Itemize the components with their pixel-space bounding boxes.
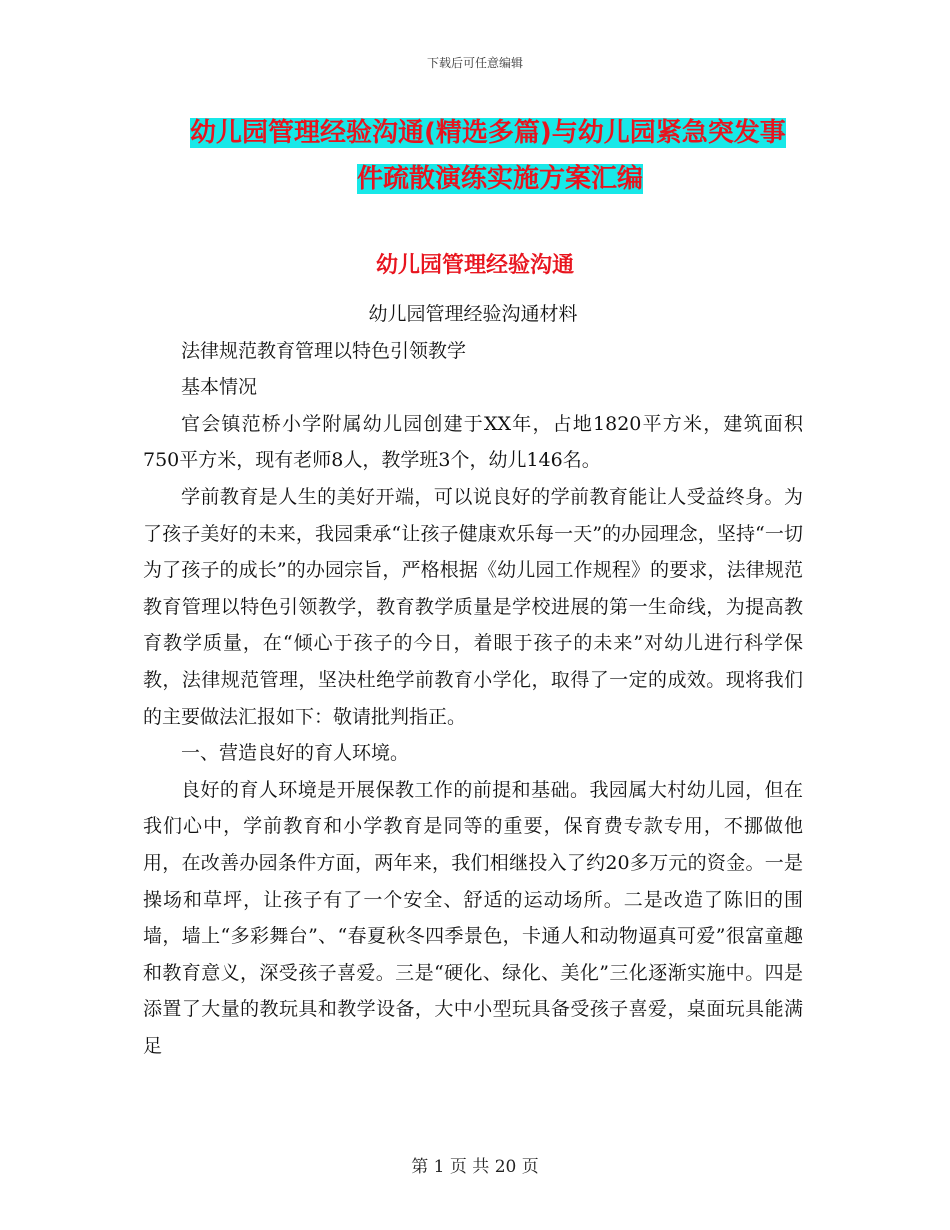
paragraph-basic-info-heading: 基本情况 bbox=[181, 376, 258, 399]
section-heading: 幼儿园管理经验沟通 bbox=[375, 253, 574, 278]
paragraph-section-one: 良好的育人环境是开展保教工作的前提和基础。我园属大村幼儿园，但在我们心中，学前教育和小学教育是同等的重要，保育费专款专用，不挪做他用，在改善办园条件方面，两年来，我们相继投入了约20多万元的资金。一是操场和草坪，让孩子有了一个安全、舒适的运动场所。二是改造了陈旧的围墙，墙上“多彩舞台”、“春夏秋冬四季景色，卡通人和动物逼真可爱”很富童趣和教育意义，深受孩子喜爱。三是“硬化、绿化、美化”三化逐渐实施中。四是添置了大量的教玩具和教学设备，大中小型玩具备受孩子喜爱，桌面玩具能满足 bbox=[143, 778, 803, 1057]
paragraph-basic-info: 官会镇范桥小学附属幼儿园创建于XX年，占地1820平方米，建筑面积750平方米，现有老师8人，教学班3个，幼儿146名。 bbox=[143, 412, 803, 472]
document-body bbox=[143, 296, 803, 1064]
body-subtitle: 幼儿园管理经验沟通材料 bbox=[368, 303, 578, 325]
document-title-line-2-wrap bbox=[190, 156, 810, 202]
header-note: 下载后可任意编辑 bbox=[426, 56, 523, 70]
paragraph-intro: 学前教育是人生的美好开端，可以说良好的学前教育能让人受益终身。为了孩子美好的未来，我园秉承“让孩子健康欢乐每一天”的办园理念，坚持“一切为了孩子的成长”的办园宗旨，严格根据《幼儿园工作规程》的要求，法律规范教育管理以特色引领教学，教育教学质量是学校进展的第一生命线，为提高教育教学质量，在“倾心于孩子的今日，着眼于孩子的未来”对幼儿进行科学保教，法律规范管理，坚决杜绝学前教育小学化，取得了一定的成效。现将我们的主要做法汇报如下：敬请批判指正。 bbox=[143, 485, 803, 728]
document-title bbox=[190, 110, 810, 202]
paragraph-theme: 法律规范教育管理以特色引领教学 bbox=[181, 339, 467, 362]
page-footer: 第 1 页 共 20 页 bbox=[411, 1157, 539, 1177]
paragraph-section-one-heading: 一、营造良好的育人环境。 bbox=[181, 742, 410, 765]
document-title-line-2: 件疏散演练实施方案汇编 bbox=[356, 164, 643, 194]
document-title-line-1: 幼儿园管理经验沟通(精选多篇)与幼儿园紧急突发事 bbox=[190, 118, 786, 148]
